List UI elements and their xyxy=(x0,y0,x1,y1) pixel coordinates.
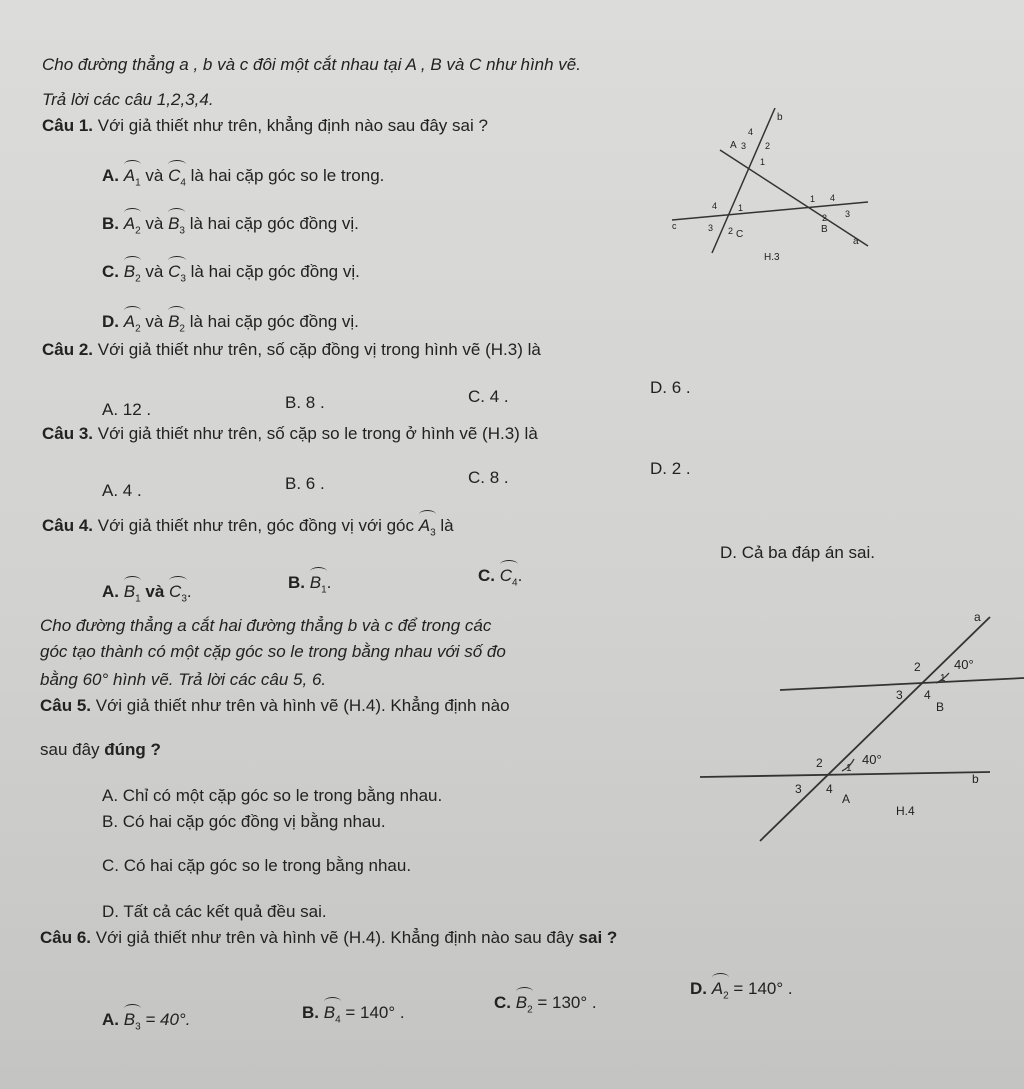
line-a xyxy=(760,617,990,841)
question-6-text: Với giả thiết như trên và hình vẽ (H.4). Khẳng định nào sau đây xyxy=(95,928,574,947)
question-5-label: Câu 5. xyxy=(40,696,92,715)
question-3-label: Câu 3. xyxy=(42,424,94,443)
angle-b1-label: 1 xyxy=(810,194,816,204)
option-letter: A. xyxy=(102,1010,119,1029)
option-text: là hai cặp góc so le trong. xyxy=(190,166,385,185)
question-4-option-a[interactable] xyxy=(102,578,192,604)
question-1-option-b[interactable] xyxy=(102,210,359,236)
angle-b2: $B_2$ xyxy=(168,308,185,334)
question-1-text: Với giả thiết như trên, khẳng định nào sau đây sai ? xyxy=(97,116,488,135)
angle-a4-label: 4 xyxy=(748,127,754,137)
figure-h3-caption: H.3 xyxy=(764,252,780,263)
question-2-stem xyxy=(42,340,541,360)
question-1-option-c[interactable] xyxy=(102,258,360,284)
question-3-text: Với giả thiết như trên, số cặp so le trong ở hình vẽ (H.3) là xyxy=(97,424,538,443)
angle-a-measure: 40° xyxy=(862,752,882,767)
option-text: là hai cặp góc đồng vị. xyxy=(190,262,360,281)
question-1-option-a[interactable] xyxy=(102,162,384,188)
angle-b2-label: 2 xyxy=(914,660,921,674)
label-line-a: a xyxy=(974,610,981,624)
line-b xyxy=(712,108,775,253)
point-b-label: B xyxy=(936,700,945,714)
conjunction: và xyxy=(145,166,164,185)
question-5-emphasis: đúng ? xyxy=(104,740,161,759)
option-letter: B. xyxy=(288,573,305,592)
angle-b2: $B_2$ xyxy=(516,989,533,1015)
line-c xyxy=(672,202,868,220)
angle-a2-label: 2 xyxy=(765,141,771,151)
angle-a4-label: 4 xyxy=(826,782,833,796)
angle-a2: $A_2$ xyxy=(124,308,141,334)
option-end: . xyxy=(326,573,332,592)
option-letter: C. xyxy=(478,566,495,585)
figure-h4-caption: H.4 xyxy=(896,804,915,818)
question-1-option-d[interactable] xyxy=(102,308,359,334)
option-end: . xyxy=(186,582,192,601)
angle-c4: $C_4$ xyxy=(168,162,186,188)
question-5-option-d[interactable]: D. Tất cả các kết quả đều sai. xyxy=(102,902,327,921)
question-4-text: Với giả thiết như trên, góc đồng vị với góc xyxy=(97,516,415,535)
question-4-stem xyxy=(42,512,454,538)
question-4-option-d[interactable]: D. Cả ba đáp án sai. xyxy=(720,543,875,562)
angle-b-measure: 40° xyxy=(954,657,974,672)
angle-b4-label: 4 xyxy=(924,688,931,702)
angle-a3: $A_3$ xyxy=(419,512,436,538)
angle-a3-label: 3 xyxy=(795,782,802,796)
point-c-label: C xyxy=(736,229,744,240)
question-4-option-b[interactable] xyxy=(288,569,331,595)
label-line-c: c xyxy=(672,221,677,231)
angle-b4-label: 4 xyxy=(830,193,836,203)
question-1-stem xyxy=(42,116,488,136)
angle-c1-label: 1 xyxy=(738,203,744,213)
angle-b1-label: 1 xyxy=(940,673,946,684)
angle-a1-label: 1 xyxy=(846,763,852,774)
conjunction: và xyxy=(145,262,164,281)
question-3-option-b[interactable]: B. 6 . xyxy=(285,474,325,493)
question-5-option-c[interactable]: C. Có hai cặp góc so le trong bằng nhau. xyxy=(102,856,412,875)
point-b-label: B xyxy=(821,224,828,235)
question-6-stem xyxy=(40,928,617,948)
angle-b2: $B_2$ xyxy=(124,258,141,284)
intro2-degree: 60° xyxy=(82,670,109,689)
angle-b2-label: 2 xyxy=(822,213,828,223)
intro2-line-2: góc tạo thành có một cặp góc so le trong bằng nhau với số đo xyxy=(40,642,506,661)
conjunction: và xyxy=(145,312,164,331)
question-3-stem xyxy=(42,424,538,444)
question-5-option-a[interactable]: A. Chỉ có một cặp góc so le trong bằng nhau. xyxy=(102,786,443,805)
angle-a2: $A_2$ xyxy=(124,210,141,236)
label-line-b: b xyxy=(777,112,783,123)
question-5-stem xyxy=(40,696,510,716)
question-3-option-d[interactable]: D. 2 . xyxy=(650,459,691,478)
question-5-text: Với giả thiết như trên và hình vẽ (H.4). Khẳng định nào xyxy=(95,696,510,715)
angle-c4-label: 4 xyxy=(712,201,718,211)
angle-c3: $C_3$ xyxy=(168,258,186,284)
question-4-option-c[interactable] xyxy=(478,562,522,588)
question-6-label: Câu 6. xyxy=(40,928,92,947)
intro-line-1: Cho đường thẳng a , b và c đôi một cắt nhau tại A , B và C như hình vẽ. xyxy=(42,55,581,74)
conjunction: và xyxy=(145,582,165,601)
option-value: = 140° . xyxy=(733,979,793,998)
question-3-option-c[interactable]: C. 8 . xyxy=(468,468,509,487)
option-letter: C. xyxy=(102,262,119,281)
angle-c2-label: 2 xyxy=(728,226,734,236)
option-value: = 140° . xyxy=(345,1003,405,1022)
question-2-label: Câu 2. xyxy=(42,340,94,359)
question-4-label: Câu 4. xyxy=(42,516,94,535)
question-6-option-c[interactable] xyxy=(494,989,597,1015)
option-letter: A. xyxy=(102,582,119,601)
label-line-a: a xyxy=(853,236,859,247)
option-letter: B. xyxy=(302,1003,319,1022)
option-text: là hai cặp góc đồng vị. xyxy=(189,214,359,233)
question-6-option-b[interactable] xyxy=(302,999,405,1025)
question-6-option-d[interactable] xyxy=(690,975,793,1001)
question-2-option-c[interactable]: C. 4 . xyxy=(468,387,509,406)
figure-h4 xyxy=(700,605,1024,850)
line-c-lower xyxy=(700,772,990,777)
intro2-line-3 xyxy=(40,670,326,690)
intro2-text: bằng xyxy=(40,670,78,689)
question-5-stem-2 xyxy=(40,740,161,760)
question-1-label: Câu 1. xyxy=(42,116,94,135)
question-4-tail: là xyxy=(440,516,454,535)
question-2-option-d[interactable]: D. 6 . xyxy=(650,378,691,397)
angle-a1: $A_1$ xyxy=(124,162,141,188)
angle-b1: $B_1$ xyxy=(124,578,141,604)
question-6-option-a[interactable] xyxy=(102,1006,190,1032)
angle-c3-label: 3 xyxy=(708,223,714,233)
question-2-text: Với giả thiết như trên, số cặp đồng vị trong hình vẽ (H.3) là xyxy=(97,340,541,359)
intro2-text: hình vẽ. Trả lời các câu 5, 6. xyxy=(113,670,327,689)
option-end: . xyxy=(517,566,523,585)
option-letter: C. xyxy=(494,993,511,1012)
angle-c4: $C_4$ xyxy=(500,562,518,588)
point-a-label: A xyxy=(730,140,737,151)
option-letter: D. xyxy=(690,979,707,998)
point-a-label: A xyxy=(842,792,851,806)
angle-b4: $B_4$ xyxy=(324,999,341,1025)
angle-a2: $A_2$ xyxy=(712,975,729,1001)
angle-a2-label: 2 xyxy=(816,756,823,770)
question-2-option-a[interactable]: A. 12 . xyxy=(102,400,152,419)
angle-b3-label: 3 xyxy=(845,209,851,219)
question-5-option-b[interactable]: B. Có hai cặp góc đồng vị bằng nhau. xyxy=(102,812,386,831)
angle-a1-label: 1 xyxy=(760,157,766,167)
angle-b3-label: 3 xyxy=(896,688,903,702)
question-3-option-a[interactable]: A. 4 . xyxy=(102,481,142,500)
option-letter: A. xyxy=(102,166,119,185)
question-5-text: sau đây xyxy=(40,740,100,759)
option-value: = 130° . xyxy=(537,993,597,1012)
question-6-emphasis: sai ? xyxy=(578,928,618,947)
angle-b3: $B_3$ xyxy=(124,1006,141,1032)
intro2-line-1: Cho đường thẳng a cắt hai đường thẳng b và c để trong các xyxy=(40,616,492,635)
option-letter: D. xyxy=(102,312,119,331)
option-value: = 40°. xyxy=(145,1010,191,1029)
option-text: là hai cặp góc đồng vị. xyxy=(189,312,359,331)
label-line-b: b xyxy=(972,772,979,786)
intro-line-2: Trả lời các câu 1,2,3,4. xyxy=(42,90,214,109)
angle-a3-label: 3 xyxy=(741,141,747,151)
question-2-option-b[interactable]: B. 8 . xyxy=(285,393,325,412)
angle-c3: $C_3$ xyxy=(169,578,187,604)
figure-h3 xyxy=(660,108,890,273)
angle-b3: $B_3$ xyxy=(168,210,185,236)
conjunction: và xyxy=(145,214,164,233)
option-letter: B. xyxy=(102,214,119,233)
angle-b1: $B_1$ xyxy=(310,569,327,595)
